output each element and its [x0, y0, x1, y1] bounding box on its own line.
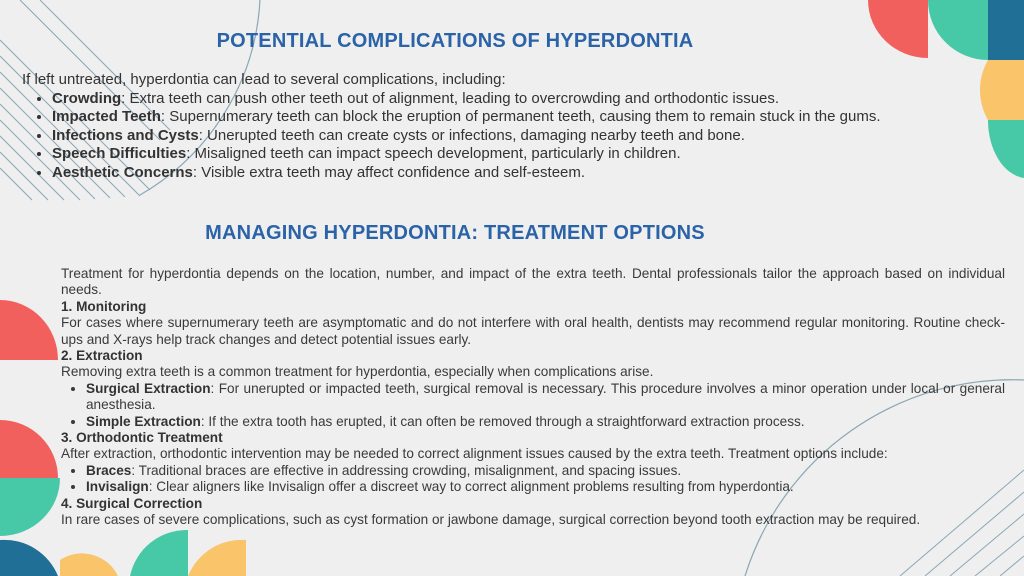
- complications-list: [22, 90, 990, 183]
- extraction-heading: 2. Extraction: [61, 348, 143, 364]
- red-shape-left-2: [0, 420, 58, 478]
- surgical-heading: 4. Surgical Correction: [61, 495, 203, 511]
- heading-complications: POTENTIAL COMPLICATIONS OF HYPERDONTIA: [216, 30, 694, 52]
- treatment-section: [61, 266, 1005, 529]
- teal-quarter-circle: [928, 0, 988, 60]
- list-item: • Surgical Extraction: For unerupted or impacted teeth, surgical removal is necessary. This procedure involves a minor operation under local or general anesthesia.: [86, 381, 1005, 414]
- navy-block: [988, 0, 1024, 60]
- teal-shape-left: [0, 478, 60, 536]
- complications-intro: If left untreated, hyperdontia can lead to several complications, including:: [22, 71, 506, 88]
- list-item: • Invisalign: Clear aligners like Invisalign offer a discreet way to correct alignment problems resulting from hyperdontia.: [86, 479, 1005, 495]
- yellow-shape-bottom-left: [60, 553, 118, 576]
- ortho-heading: 3. Orthodontic Treatment: [61, 430, 223, 446]
- heading-treatment: MANAGING HYPERDONTIA: TREATMENT OPTIONS: [205, 222, 705, 244]
- extraction-text: Removing extra teeth is a common treatment for hyperdontia, especially when complications arise.: [61, 364, 654, 380]
- monitoring-heading: 1. Monitoring: [61, 298, 147, 314]
- teal-shape-bottom: [130, 530, 188, 576]
- treatment-intro: Treatment for hyperdontia depends on the location, number, and impact of the extra teeth. Dental professionals tailor the approach based on individual needs.: [61, 266, 1005, 298]
- list-item: • Infections and Cysts: Unerupted teeth can create cysts or infections, damaging nearby teeth and bone.: [52, 127, 990, 146]
- list-item: • Aesthetic Concerns: Visible extra teeth may affect confidence and self-esteem.: [52, 164, 990, 183]
- yellow-shape-bottom: [188, 540, 246, 576]
- list-item: • Crowding: Extra teeth can push other teeth out of alignment, leading to overcrowding and orthodontic issues.: [52, 90, 990, 109]
- teal-shape-right: [988, 120, 1024, 178]
- list-item: • Braces: Traditional braces are effective in addressing crowding, misalignment, and spacing issues.: [86, 463, 1005, 479]
- monitoring-text: For cases where supernumerary teeth are asymptomatic and do not interfere with oral health, dentists may recommend regular monitoring. Routine check-ups and X-rays help track changes and detect potential issues early.: [61, 315, 1005, 347]
- red-shape-left-1: [0, 300, 58, 360]
- ortho-text: After extraction, orthodontic intervention may be needed to correct alignment issues caused by the extra teeth. Treatment options include:: [61, 446, 888, 462]
- list-item: • Speech Difficulties: Misaligned teeth can impact speech development, particularly in children.: [52, 145, 990, 164]
- complications-section: [22, 71, 990, 182]
- list-item: • Simple Extraction: If the extra tooth has erupted, it can often be removed through a straightforward extraction process.: [86, 414, 1005, 430]
- ortho-list: [61, 463, 1005, 496]
- extraction-list: [61, 381, 1005, 430]
- list-item: • Impacted Teeth: Supernumerary teeth can block the eruption of permanent teeth, causing them to remain stuck in the gums.: [52, 108, 990, 127]
- surgical-text: In rare cases of severe complications, such as cyst formation or jawbone damage, surgical correction beyond tooth extraction may be required.: [61, 512, 921, 528]
- navy-shape-left: [0, 540, 58, 576]
